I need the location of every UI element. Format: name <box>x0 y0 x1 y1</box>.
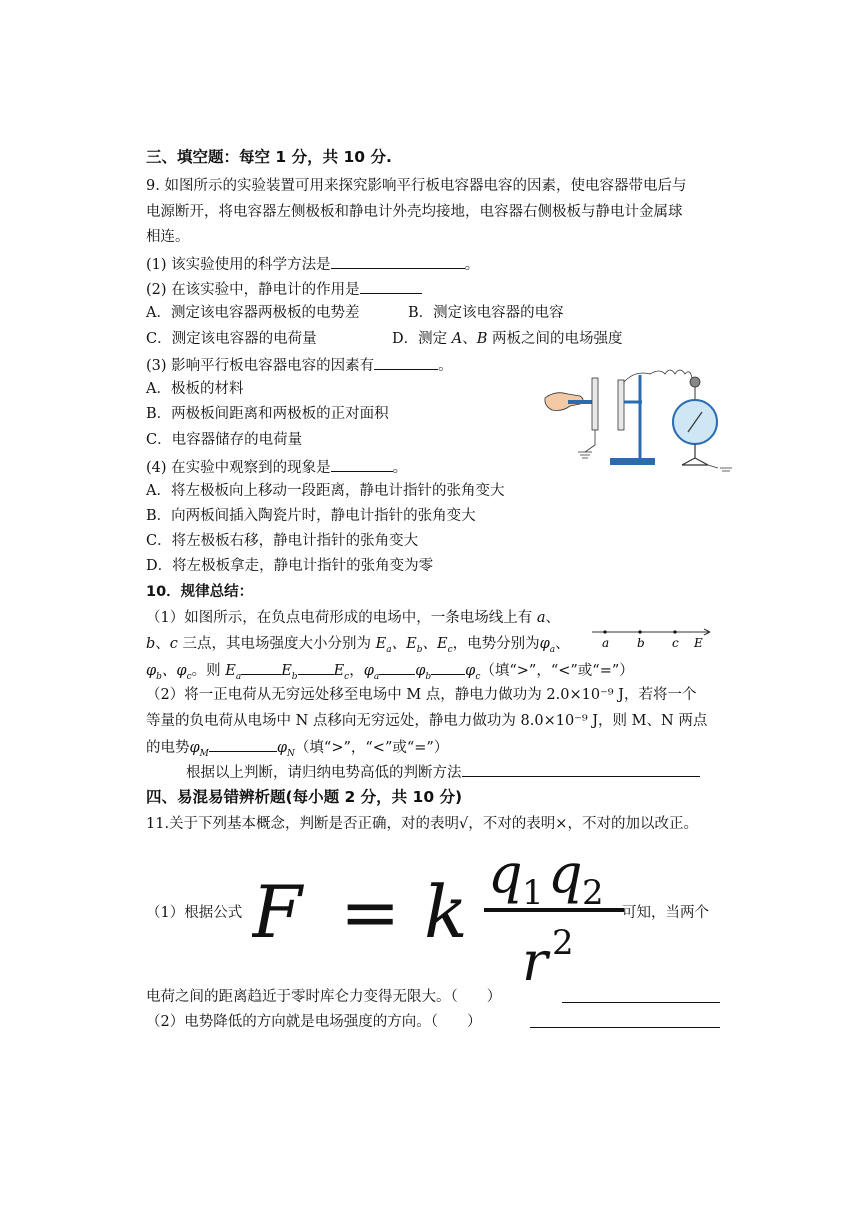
formula-exp: 2 <box>552 923 574 963</box>
q9-part4-blank[interactable] <box>331 457 393 472</box>
q9-part1-end: 。 <box>464 257 480 273</box>
q9-part2-blank[interactable] <box>360 279 422 294</box>
q11-part1-correction-blank[interactable] <box>562 988 720 1003</box>
q9-part3-option-b: B．两极板间距离和两极板的正对面积 <box>146 406 389 422</box>
q10-part2-line3-pre: 的电势 <box>146 740 190 756</box>
q9-part2-option-d-post: 两板之间的电场强度 <box>487 331 623 347</box>
q11-part1-pre: （1）根据公式 <box>146 905 243 921</box>
q9-part3-option-c: C．电容器储存的电荷量 <box>146 432 303 448</box>
q9-part3 <box>146 355 453 375</box>
q9-part2-option-d-mid: 、 <box>462 331 477 347</box>
q9-part2-option-d <box>392 330 622 348</box>
q11-part1-line2 <box>146 988 501 1006</box>
q10-point-b: b <box>146 636 156 652</box>
formula-k: k <box>424 870 468 954</box>
q10-symbols-e: $E_a$、$E_b$、$E_c$ <box>375 636 453 655</box>
q10-blank-2[interactable] <box>298 660 334 675</box>
q11-part1-line2-text: 电荷之间的距离趋近于零时库仑力变得无限大。（ ） <box>146 989 502 1005</box>
q9-part4-option-a: A．将左极板向上移动一段距离，静电计指针的张角变大 <box>146 483 505 499</box>
q10-summary-text: 根据以上判断，请归纳电势高低的判断方法 <box>186 765 462 781</box>
formula-f: F <box>252 870 302 954</box>
q10-summary <box>186 762 700 782</box>
q10-blank-4[interactable] <box>431 660 465 675</box>
q9-part1 <box>146 254 479 274</box>
q9-part1-blank[interactable] <box>331 254 465 269</box>
q9-part4-option-b: B．向两板间插入陶瓷片时，静电计指针的张角变大 <box>146 508 476 524</box>
formula-r: r <box>522 930 548 987</box>
q9-part2 <box>146 279 422 299</box>
q9-stem-line2: 电源断开，将电容器左侧极板和静电计外壳均接地，电容器右侧极板与静电计金属球 <box>146 204 683 220</box>
q10-symbols-phi-bc: $\varphi_b$、$\varphi_c$ <box>146 663 192 682</box>
q10-part1-line2: b、c 三点，其电场强度大小分别为 $E_a$、$E_b$、$E_c$，电势分别为$\varphi_a$、 <box>146 636 570 655</box>
q10-then: 。则 <box>191 663 226 679</box>
q9-part3-end: 。 <box>438 358 453 374</box>
q9-part4-text: (4) 在实验中观察到的现象是 <box>146 460 331 476</box>
q9-part2-option-d-a: A <box>451 331 463 347</box>
q10-phi-m: $\varphi_M$ <box>189 740 209 759</box>
formula-q1: q <box>488 842 523 905</box>
q9-part4 <box>146 457 407 477</box>
q9-part2-option-d-pre: D．测定 <box>392 331 452 347</box>
q10-blank-1[interactable] <box>241 660 281 675</box>
q10-part1-line1 <box>146 609 560 627</box>
q9-stem-line3: 相连。 <box>146 229 190 245</box>
q10-summary-blank[interactable] <box>462 762 700 777</box>
field-label-a: a <box>602 636 610 650</box>
q9-stem-line1: 9. 如图所示的实验装置可用来探究影响平行板电容器电容的因素，使电容器带电后与 <box>146 178 687 194</box>
q10-part2-hint: （填“>”，“<”或“=”） <box>294 740 449 756</box>
q10-title: 10．规律总结： <box>146 584 254 600</box>
q9-part3-blank[interactable] <box>374 355 438 370</box>
q10-part1-line2-text: 三点，其电场强度大小分别为 <box>177 636 376 652</box>
coulomb-formula <box>252 842 632 987</box>
q11-part1-post: 可知，当两个 <box>622 905 709 921</box>
q9-part4-option-d: D．将左极板拿走，静电计指针的张角变为零 <box>146 558 434 574</box>
capacitor-apparatus-figure <box>540 360 740 475</box>
q9-part2-option-d-b: B <box>476 331 488 347</box>
q9-part1-text: (1) 该实验使用的科学方法是 <box>146 257 331 273</box>
field-label-c: c <box>672 636 679 650</box>
field-label-b: b <box>637 636 645 650</box>
q10-compare-phi: $\varphi_a$ $\varphi_b$ $\varphi_c$ <box>364 663 481 679</box>
q10-part2-line2: 等量的负电荷从电场中 N 点移向无穷远处，静电力做功为 8.0×10⁻⁹ J，则 M、N 两点 <box>146 713 708 729</box>
q11-stem: 11.关于下列基本概念，判断是否正确，对的表明√，不对的表明×，不对的加以改正。 <box>146 816 698 832</box>
electric-field-line-figure <box>590 628 720 650</box>
formula-q2: q <box>548 842 583 905</box>
q10-part1-hint: （填“>”，“<”或“=”） <box>480 663 634 679</box>
section4-title: 四、易混易错辨析题(每小题 2 分，共 10 分) <box>146 788 463 806</box>
q9-part4-option-c: C．将左极板右移，静电计指针的张角变大 <box>146 533 419 549</box>
q10-compare-e: $E_a$ $E_b$ $E_c$ <box>225 663 349 679</box>
section3-title: 三、填空题：每空 1 分，共 10 分. <box>146 148 392 166</box>
q9-part4-end: 。 <box>392 460 408 476</box>
formula-sub2: 2 <box>582 873 604 913</box>
q10-point-a: a <box>536 610 546 626</box>
q10-sep: 、 <box>155 636 170 652</box>
q11-part2-correction-blank[interactable] <box>530 1013 720 1028</box>
q9-part2-option-a: A．测定该电容器两极板的电势差 <box>146 305 360 321</box>
q10-phi-n: $\varphi_N$ <box>276 740 295 759</box>
q10-point-c: c <box>169 636 178 652</box>
q10-symbol-phi-a: $\varphi_a$ <box>539 636 556 655</box>
formula-eq: = <box>340 870 401 954</box>
formula-sub1: 1 <box>522 873 544 913</box>
q9-part2-option-c: C．测定该电容器的电荷量 <box>146 331 317 347</box>
q10-part2-line1: （2）将一正电荷从无穷远处移至电场中 M 点，静电力做功为 2.0×10⁻⁹ J，若将一个 <box>146 687 697 703</box>
q9-part2-text: (2) 在该实验中，静电计的作用是 <box>146 282 360 298</box>
q10-blank-3[interactable] <box>379 660 415 675</box>
q10-part1-line1-text: （1）如图所示，在负点电荷形成的电场中，一条电场线上有 <box>146 610 537 626</box>
q10-part2-line3 <box>146 737 448 763</box>
q10-part1-line1-end: 、 <box>545 610 560 626</box>
q10-blank-5[interactable] <box>209 737 277 752</box>
q9-part2-option-b: B．测定该电容器的电容 <box>408 305 564 321</box>
q11-part2: （2）电势降低的方向就是电场强度的方向。（ ） <box>146 1014 482 1030</box>
q10-part1-line2-text2: ，电势分别为 <box>452 636 540 652</box>
q10-part1-line3: $\varphi_b$、$\varphi_c$。则 $E_a$ $E_b$ $E_c$，$\varphi_a$ $\varphi_b$ $\varphi_c$（填“>”，“<”或“=”） <box>146 660 634 686</box>
field-label-e: E <box>694 636 703 650</box>
q9-part3-text: (3) 影响平行板电容器电容的因素有 <box>146 358 375 374</box>
q9-part3-option-a: A．极板的材料 <box>146 381 244 397</box>
